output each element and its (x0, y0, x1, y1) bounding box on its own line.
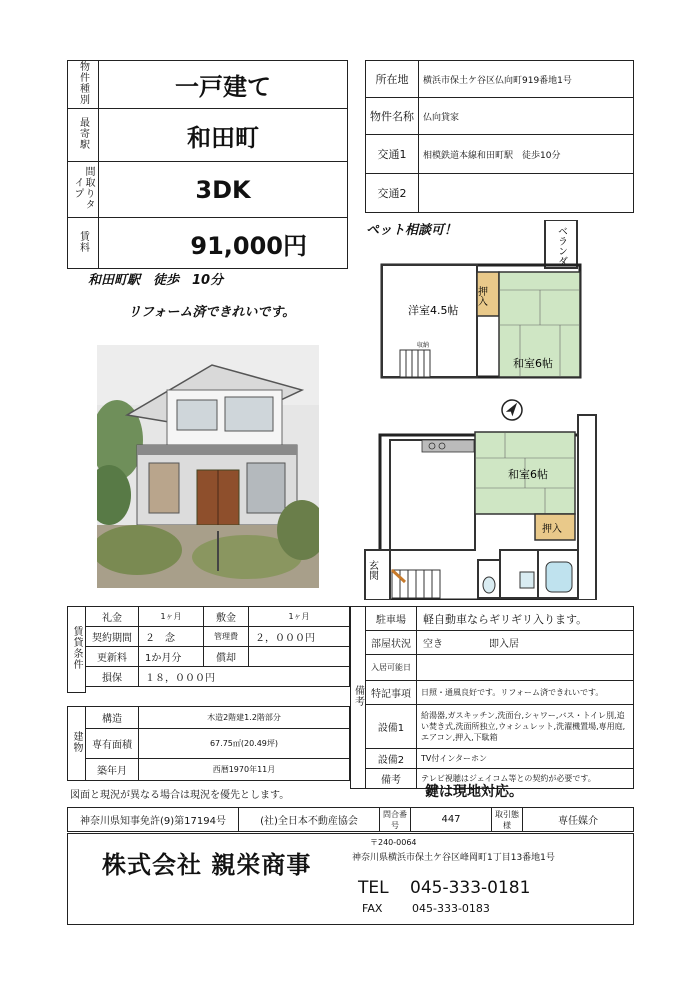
contract-value: ２ 念 (139, 627, 204, 647)
special-value: 日照・通風良好です。リフォーム済できれいです。 (417, 681, 634, 705)
oshiire-ground-label: 押入 (542, 524, 562, 535)
value-address: 横浜市保土ケ谷区仏向町919番地1号 (419, 61, 634, 98)
value-name: 仏向貸家 (419, 98, 634, 135)
koushin-label: 更新料 (86, 647, 139, 667)
disclaimer: 図面と現況が異なる場合は現況を優先とします。 (70, 790, 290, 801)
value-layout: 3DK (99, 162, 348, 218)
parking-label: 駐車場 (366, 607, 417, 631)
status-label: 部屋状況 (366, 631, 417, 655)
pet-note: ペット相談可！ (366, 223, 458, 238)
ref-number: 447 (411, 808, 492, 832)
fax-number: 045-333-0183 (412, 902, 490, 915)
washitsu-upper-label: 和室6帖 (513, 357, 553, 370)
move-value (417, 655, 634, 681)
building-group-label: 建物 (71, 731, 82, 753)
status-b: 即入居 (483, 631, 634, 655)
value-transit2 (419, 174, 634, 213)
label-transit1: 交通1 (366, 135, 419, 174)
equip2-label: 設備2 (366, 749, 417, 769)
label-layout: 間取りタイプ (72, 166, 94, 210)
license-number: 神奈川県知事免許(9)第17194号 (68, 808, 239, 832)
fax-label: FAX (362, 902, 383, 915)
terms-table (67, 606, 350, 693)
value-station: 和田町 (99, 109, 348, 162)
floorplan-upper (370, 220, 585, 380)
equip2-value: TV付インターホン (417, 749, 634, 769)
company-name: 株式会社 親栄商事 (102, 851, 312, 879)
label-address: 所在地 (366, 61, 419, 98)
reform-note: リフォーム済できれいです。 (128, 305, 296, 320)
equip1-label: 設備1 (366, 705, 417, 749)
terms-group-label: 賃貸条件 (71, 626, 82, 670)
kanri-label: 管理費 (204, 627, 249, 647)
trade-label: 取引態様 (492, 808, 523, 832)
contract-label: 契約期間 (86, 627, 139, 647)
oshiire-upper-label: 押入 (475, 286, 487, 306)
tel-label: TEL (358, 878, 389, 898)
kouzou-value: 木造2階建1.2階部分 (139, 707, 350, 729)
dining-room (390, 440, 475, 550)
kanri-value: ２，０００円 (249, 627, 350, 647)
veranda-label: ベランダ (555, 226, 567, 266)
parking-value: 軽自動車ならギリギリ入ります。 (417, 607, 634, 631)
shikikin-value: 1ヶ月 (249, 607, 350, 627)
postal-code: 〒240-0064 (370, 838, 417, 847)
move-label: 入居可能日 (366, 655, 417, 681)
status-a: 空き (417, 631, 484, 655)
chikunen-label: 築年月 (86, 759, 139, 781)
value-transit1: 相模鉄道本線和田町駅 徒歩10分 (419, 135, 634, 174)
menseki-label: 専有面積 (86, 729, 139, 759)
washitsu-ground-label: 和室6帖 (508, 468, 548, 481)
reikin-value: 1ヶ月 (139, 607, 204, 627)
label-name: 物件名称 (366, 98, 419, 135)
koushin-value: 1か月分 (139, 647, 204, 667)
label-type: 物件種別 (77, 61, 89, 105)
building-table (67, 706, 350, 781)
special-label: 特記事項 (366, 681, 417, 705)
tel-number: 045-333-0181 (410, 878, 531, 898)
hoken-label: 損保 (86, 667, 139, 687)
biko-label: 備考 (366, 769, 417, 789)
shokyaku-label: 償却 (204, 647, 249, 667)
label-rent: 賃料 (77, 230, 89, 253)
menseki-value: 67.75㎡(20.49坪) (139, 729, 350, 759)
info-table (365, 60, 634, 213)
value-rent: 91,000円 (99, 218, 348, 269)
youshitsu-label: 洋室4.5帖 (408, 304, 459, 317)
value-type: 一戸建て (99, 61, 348, 109)
ref-label: 問合番号 (380, 808, 411, 832)
genkan-label: 玄関 (366, 560, 378, 580)
storage-label: 収納 (417, 342, 430, 349)
shokyaku-value (249, 647, 350, 667)
company-address: 神奈川県横浜市保土ケ谷区峰岡町1丁目13番地1号 (352, 853, 555, 863)
hoken-value: １８，０００円 (139, 667, 350, 687)
house-photo (97, 345, 319, 588)
extra-group-label: 備考 (352, 685, 364, 707)
floorplan-ground (360, 410, 610, 600)
chikunen-value: 西暦1970年11月 (139, 759, 350, 781)
shikikin-label: 敷金 (204, 607, 249, 627)
label-station: 最寄駅 (77, 117, 89, 150)
kouzou-label: 構造 (86, 707, 139, 729)
label-transit2: 交通2 (366, 174, 419, 213)
biko-value: テレビ視聴はジェイコム等との契約が必要です。 (417, 769, 634, 789)
license-table (67, 807, 634, 832)
extra-table (350, 606, 634, 789)
association: (社)全日本不動産協会 (239, 808, 380, 832)
equip1-value: 給湯器,ガスキッチン,洗面台,シャワー,バス・トイレ別,追い焚き式,洗面所独立,ウォシュレット,洗濯機置場,専用庭,エアコン,押入,下駄箱 (417, 705, 634, 749)
key-note: 鍵は現地対応。 (425, 784, 523, 800)
walk-note: 和田町駅 徒歩 10分 (88, 273, 224, 288)
summary-table (67, 60, 348, 269)
trade-type: 専任媒介 (523, 808, 634, 832)
corridor (578, 415, 596, 600)
reikin-label: 礼金 (86, 607, 139, 627)
